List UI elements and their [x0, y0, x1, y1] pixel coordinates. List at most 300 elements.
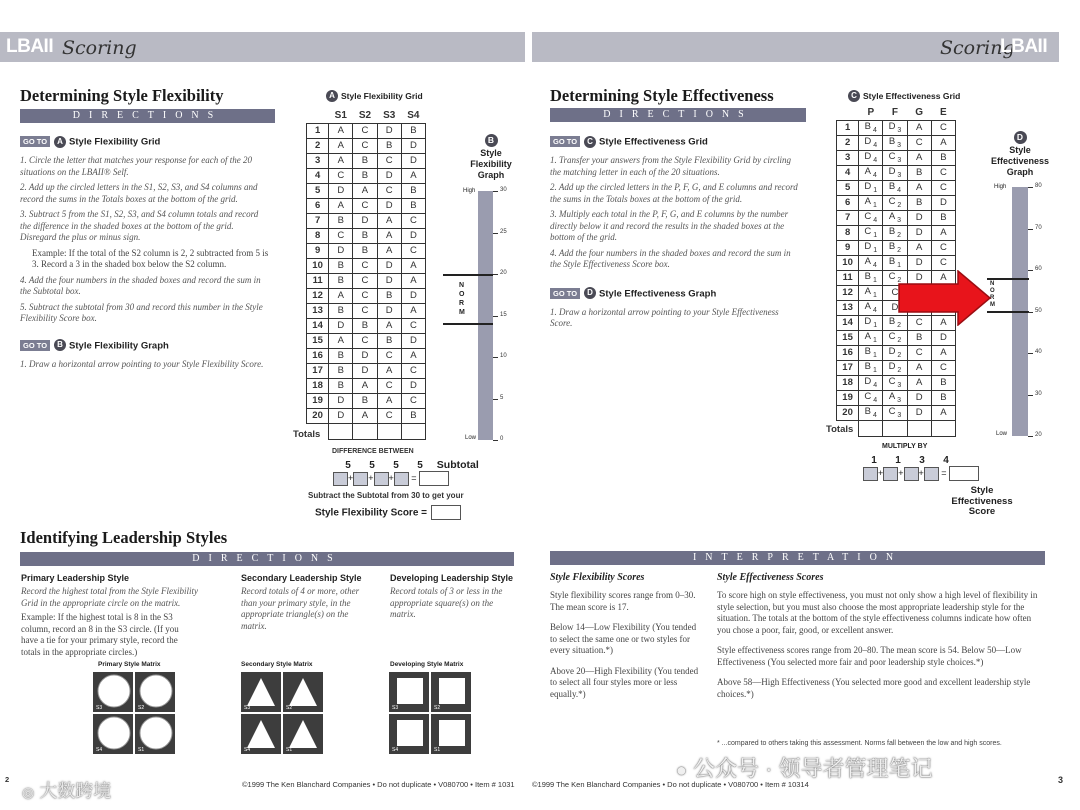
grid-cell[interactable]: A: [353, 378, 377, 393]
row-number: 7: [837, 210, 859, 225]
grid-cell[interactable]: C: [353, 123, 377, 138]
mult-box[interactable]: [883, 467, 898, 481]
table-row: [837, 375, 956, 390]
grid-cell[interactable]: B $_4$: [883, 180, 907, 195]
grid-cell[interactable]: A: [401, 348, 425, 363]
mult-box[interactable]: [924, 467, 939, 481]
grid-cell[interactable]: B: [401, 198, 425, 213]
grid-cell[interactable]: A $_3$: [883, 390, 907, 405]
grid-cell[interactable]: D: [401, 138, 425, 153]
grid-cell[interactable]: B $_3$: [883, 135, 907, 150]
tick-mark: [493, 316, 498, 317]
row-number: 13: [837, 300, 859, 315]
developing-matrix-cell[interactable]: [431, 672, 471, 712]
grid-cell[interactable]: C: [377, 348, 401, 363]
tick-mark: [1028, 353, 1033, 354]
secondary-matrix-cell[interactable]: [241, 672, 281, 712]
flex-item-3: 3. Subtract 5 from the S1, S2, S3, and S4 column totals and record the difference in the shaded boxes at the bottom of the grid. Disregard the plus or minus sign.: [20, 209, 259, 242]
grid-cell[interactable]: C: [353, 198, 377, 213]
secondary-head: Secondary Leadership Style: [241, 573, 362, 583]
table-row: [307, 363, 426, 378]
matrix-cell-label: S1: [138, 747, 145, 753]
grid-cell[interactable]: A: [907, 180, 931, 195]
interp-eff-p2: Style effectiveness scores range from 20–80. The mean score is 54. Below 50—Low Effectiveness (You selected more fair and poor leadership style choices.*): [717, 645, 1022, 667]
grid-cell[interactable]: B: [329, 363, 353, 378]
grid-cell[interactable]: A $_1$: [859, 285, 883, 300]
grid-cell[interactable]: C: [401, 393, 425, 408]
grid-cell[interactable]: D $_4$: [859, 150, 883, 165]
grid-cell[interactable]: B: [353, 228, 377, 243]
grid-cell[interactable]: D: [883, 300, 907, 315]
grid-cell[interactable]: B: [329, 258, 353, 273]
grid-cell[interactable]: D: [907, 210, 931, 225]
grid-cell[interactable]: D: [329, 318, 353, 333]
grid-cell[interactable]: B $_2$: [883, 240, 907, 255]
tick-mark: [1028, 187, 1033, 188]
grid-cell[interactable]: A: [329, 138, 353, 153]
subtotal-label: Subtotal: [436, 459, 479, 471]
grid-cell[interactable]: A: [353, 408, 377, 423]
grid-cell[interactable]: A: [907, 120, 931, 135]
grid-cell[interactable]: D: [377, 303, 401, 318]
grid-cell[interactable]: C: [931, 240, 955, 255]
grid-cell[interactable]: A $_1$: [859, 330, 883, 345]
tick-mark: [1028, 229, 1033, 230]
table-row: [307, 408, 426, 423]
grid-cell[interactable]: A: [377, 393, 401, 408]
grid-cell[interactable]: B $_1$: [859, 345, 883, 360]
row-number: 2: [837, 135, 859, 150]
grid-cell[interactable]: B: [377, 138, 401, 153]
grid-cell[interactable]: B: [401, 408, 425, 423]
grid-cell[interactable]: A: [931, 405, 955, 420]
grid-cell[interactable]: D: [353, 213, 377, 228]
grid-cell[interactable]: D $_4$: [859, 375, 883, 390]
eff-grid-label: C Style Effectiveness Grid: [848, 87, 960, 105]
difference-label: DIFFERENCE BETWEEN: [332, 448, 414, 455]
diff-box[interactable]: [333, 472, 348, 486]
matrix-cell-label: S2: [434, 705, 441, 711]
primary-matrix-cell[interactable]: [135, 714, 175, 754]
developing-text: Record totals of 3 or less in the appropriate square(s) on the matrix.: [390, 586, 503, 619]
grid-cell[interactable]: D: [377, 273, 401, 288]
grid-cell[interactable]: B: [377, 288, 401, 303]
grid-cell[interactable]: C: [883, 285, 907, 300]
grid-cell[interactable]: B: [353, 153, 377, 168]
table-row: [837, 180, 956, 195]
flex-b-item-1: 1. Draw a horizontal arrow pointing to your Style Flexibility Score.: [20, 358, 264, 369]
flex-totals-label: Totals: [293, 429, 321, 440]
total-box[interactable]: [329, 423, 353, 439]
grid-cell[interactable]: A: [401, 303, 425, 318]
row-number: 12: [837, 285, 859, 300]
goto-badge: GO TO: [20, 340, 50, 351]
flex-item-1: 1. Circle the letter that matches your response for each of the 20 situations on the LBAII® Self.: [20, 155, 253, 177]
tick-label: 5: [500, 394, 504, 401]
grid-cell[interactable]: A: [401, 168, 425, 183]
grid-cell[interactable]: D: [907, 270, 931, 285]
developing-matrix-label: Developing Style Matrix: [390, 661, 464, 668]
secondary-matrix-cell[interactable]: [283, 672, 323, 712]
grid-cell[interactable]: A: [401, 273, 425, 288]
grid-cell[interactable]: D: [329, 393, 353, 408]
grid-cell[interactable]: D $_3$: [883, 165, 907, 180]
grid-cell[interactable]: A: [907, 150, 931, 165]
grid-cell[interactable]: A: [931, 225, 955, 240]
grid-cell[interactable]: C $_3$: [883, 375, 907, 390]
grid-cell[interactable]: A: [907, 360, 931, 375]
grid-cell[interactable]: A: [353, 183, 377, 198]
grid-cell[interactable]: C: [353, 303, 377, 318]
right-brand-script: Scoring: [940, 37, 1015, 59]
tick-mark: [493, 233, 498, 234]
grid-cell[interactable]: A: [377, 213, 401, 228]
primary-matrix-cell[interactable]: [93, 672, 133, 712]
grid-cell[interactable]: C: [907, 135, 931, 150]
grid-cell[interactable]: B: [329, 348, 353, 363]
grid-cell[interactable]: A $_4$: [859, 300, 883, 315]
grid-cell[interactable]: B: [353, 318, 377, 333]
grid-cell[interactable]: C $_1$: [859, 225, 883, 240]
grid-cell[interactable]: C: [353, 273, 377, 288]
grid-cell[interactable]: A: [329, 153, 353, 168]
grid-cell[interactable]: C: [377, 153, 401, 168]
primary-matrix-cell[interactable]: [93, 714, 133, 754]
mult-box[interactable]: [863, 467, 878, 481]
row-number: 7: [307, 213, 329, 228]
table-row: [307, 378, 426, 393]
grid-cell[interactable]: C: [401, 243, 425, 258]
table-row: [837, 195, 956, 210]
table-row: [837, 225, 956, 240]
row-number: 14: [307, 318, 329, 333]
matrix-cell-label: S4: [96, 747, 103, 753]
grid-cell[interactable]: B $_1$: [859, 360, 883, 375]
grid-cell[interactable]: C: [377, 408, 401, 423]
grid-cell[interactable]: B: [907, 165, 931, 180]
grid-cell[interactable]: A: [931, 315, 955, 330]
grid-cell[interactable]: B: [377, 333, 401, 348]
grid-cell[interactable]: B: [907, 330, 931, 345]
row-number: 11: [837, 270, 859, 285]
grid-cell[interactable]: B: [353, 243, 377, 258]
grid-cell[interactable]: D: [931, 330, 955, 345]
grid-cell[interactable]: B: [329, 303, 353, 318]
tick-label: 10: [500, 353, 507, 359]
grid-cell[interactable]: D: [329, 183, 353, 198]
table-row: [307, 153, 426, 168]
tick-label: 25: [500, 228, 507, 235]
grid-cell[interactable]: C: [401, 363, 425, 378]
grid-cell[interactable]: C: [931, 360, 955, 375]
grid-cell[interactable]: D: [907, 225, 931, 240]
grid-cell[interactable]: D: [353, 348, 377, 363]
grid-cell[interactable]: B: [931, 150, 955, 165]
eff-norm-top: [987, 278, 1029, 280]
tick-mark: [1028, 436, 1033, 437]
grid-cell[interactable]: D $_1$: [859, 315, 883, 330]
grid-cell[interactable]: B: [401, 183, 425, 198]
row-number: 19: [837, 390, 859, 405]
row-number: 12: [307, 288, 329, 303]
subtotal-box[interactable]: [419, 471, 449, 486]
grid-cell[interactable]: C $_2$: [883, 195, 907, 210]
grid-cell[interactable]: A $_1$: [859, 195, 883, 210]
total-box[interactable]: [907, 420, 931, 436]
row-number: 8: [307, 228, 329, 243]
table-row: [307, 303, 426, 318]
grid-cell[interactable]: B $_4$: [859, 405, 883, 420]
grid-cell[interactable]: A: [377, 363, 401, 378]
tick-mark: [1028, 270, 1033, 271]
grid-cell[interactable]: C $_4$: [859, 390, 883, 405]
tick-mark: [493, 191, 498, 192]
row-number: 20: [837, 405, 859, 420]
developing-matrix-cell[interactable]: [389, 714, 429, 754]
row-number: 18: [837, 375, 859, 390]
grid-cell[interactable]: C: [931, 165, 955, 180]
grid-cell[interactable]: B: [931, 390, 955, 405]
table-row: [837, 240, 956, 255]
grid-cell[interactable]: D $_4$: [859, 135, 883, 150]
primary-matrix-cell[interactable]: [135, 672, 175, 712]
grid-cell[interactable]: D: [377, 198, 401, 213]
col-header: S2: [358, 109, 372, 121]
grid-cell[interactable]: D: [401, 153, 425, 168]
tick-mark: [493, 274, 498, 275]
table-row: [837, 345, 956, 360]
tick-label: 30: [500, 187, 507, 193]
eff-score-box[interactable]: [949, 466, 979, 481]
flex-graph-high: High: [463, 188, 476, 194]
grid-cell[interactable]: C: [377, 183, 401, 198]
grid-cell[interactable]: A: [329, 333, 353, 348]
flex-graph-low: Low: [465, 435, 477, 441]
row-number: 19: [307, 393, 329, 408]
grid-cell[interactable]: C: [907, 345, 931, 360]
tick-label: 70: [1035, 224, 1042, 231]
diff-box[interactable]: [394, 472, 409, 486]
grid-cell[interactable]: B: [931, 210, 955, 225]
grid-cell[interactable]: C $_4$: [859, 210, 883, 225]
flex-grid-table: [306, 108, 426, 440]
diff-boxes: + + + =: [333, 471, 449, 486]
circle-a-icon: A: [326, 90, 338, 102]
diff-numbers: 5 5 5 5 Subtotal: [345, 459, 479, 471]
eff-totals-label: Totals: [826, 424, 854, 435]
grid-cell[interactable]: C: [353, 258, 377, 273]
grid-cell[interactable]: D: [907, 405, 931, 420]
matrix-cell-label: S2: [286, 705, 293, 711]
grid-cell[interactable]: C: [931, 120, 955, 135]
eff-d-item-1: 1. Draw a horizontal arrow pointing to your Style Effectiveness Score.: [550, 306, 779, 328]
grid-cell[interactable]: C $_3$: [883, 150, 907, 165]
total-box[interactable]: [859, 420, 883, 436]
grid-cell[interactable]: A: [907, 375, 931, 390]
grid-cell[interactable]: D: [401, 378, 425, 393]
grid-cell[interactable]: C: [907, 315, 931, 330]
grid-cell[interactable]: B $_1$: [883, 255, 907, 270]
grid-cell[interactable]: C: [353, 288, 377, 303]
table-row: [837, 165, 956, 180]
eff-item-2: 2. Add up the circled letters in the P, F, G, and E columns and record the sums in the Totals boxes at the bottom of the grid.: [550, 182, 798, 204]
total-box[interactable]: [931, 420, 955, 436]
row-number: 14: [837, 315, 859, 330]
grid-cell[interactable]: A: [329, 288, 353, 303]
grid-cell[interactable]: A: [377, 228, 401, 243]
secondary-matrix-cell[interactable]: [241, 714, 281, 754]
row-number: 13: [307, 303, 329, 318]
grid-cell[interactable]: C: [931, 180, 955, 195]
grid-cell[interactable]: B: [353, 168, 377, 183]
grid-cell[interactable]: B: [907, 195, 931, 210]
circle-d-icon: D: [1014, 131, 1027, 144]
primary-matrix-label: Primary Style Matrix: [98, 661, 161, 668]
row-number: 1: [837, 120, 859, 135]
eff-score-label: Style Effectiveness Score: [951, 485, 1013, 517]
col-header: S4: [407, 109, 420, 121]
grid-cell[interactable]: A: [377, 318, 401, 333]
table-row: [307, 228, 426, 243]
grid-cell[interactable]: A $_3$: [883, 210, 907, 225]
grid-cell[interactable]: D $_3$: [883, 120, 907, 135]
grid-cell[interactable]: D $_2$: [883, 360, 907, 375]
row-number: 3: [837, 150, 859, 165]
flex-item-5: 5. Subtract the subtotal from 30 and record this number in the Style Flexibility Score box.: [20, 301, 263, 323]
grid-cell[interactable]: B $_2$: [883, 315, 907, 330]
grid-cell[interactable]: D $_1$: [859, 180, 883, 195]
grid-cell[interactable]: A $_4$: [859, 165, 883, 180]
circle-a-icon: A: [54, 136, 66, 148]
grid-cell[interactable]: C: [329, 228, 353, 243]
developing-matrix-cell[interactable]: [389, 672, 429, 712]
table-row: [837, 120, 956, 135]
secondary-matrix-cell[interactable]: [283, 714, 323, 754]
grid-cell[interactable]: B: [329, 213, 353, 228]
tick-label: 50: [1035, 307, 1042, 314]
grid-cell[interactable]: B: [329, 273, 353, 288]
eff-item-4: 4. Add the four numbers in the shaded boxes and record the sum in the Style Effectiveness Score box.: [550, 247, 791, 269]
row-number: 4: [837, 165, 859, 180]
grid-cell[interactable]: A: [931, 270, 955, 285]
grid-cell[interactable]: C: [353, 333, 377, 348]
table-row: [837, 405, 956, 420]
grid-cell[interactable]: D: [377, 123, 401, 138]
grid-cell[interactable]: B $_2$: [883, 225, 907, 240]
table-row: [837, 150, 956, 165]
diff-box[interactable]: [353, 472, 368, 486]
grid-cell[interactable]: C: [931, 255, 955, 270]
diff-box[interactable]: [374, 472, 389, 486]
circle-c-icon: C: [584, 136, 596, 148]
goto-badge: GO TO: [550, 136, 580, 147]
left-page-number: 2: [5, 775, 10, 784]
right-brand: LBAII: [1000, 36, 1048, 57]
mult-box[interactable]: [904, 467, 919, 481]
grid-cell[interactable]: D: [353, 363, 377, 378]
grid-cell[interactable]: D: [377, 168, 401, 183]
grid-cell[interactable]: C: [353, 138, 377, 153]
grid-cell[interactable]: B $_4$: [859, 120, 883, 135]
eff-graph-title: D Style Effectiveness Graph: [990, 132, 1050, 177]
grid-cell[interactable]: D $_2$: [883, 345, 907, 360]
grid-cell[interactable]: D: [907, 390, 931, 405]
grid-cell[interactable]: B: [329, 378, 353, 393]
table-row: [307, 168, 426, 183]
grid-cell[interactable]: B $_1$: [859, 270, 883, 285]
grid-cell[interactable]: A $_4$: [859, 255, 883, 270]
table-row: [307, 348, 426, 363]
grid-cell[interactable]: D: [401, 333, 425, 348]
grid-cell[interactable]: B: [401, 123, 425, 138]
flex-score-box[interactable]: [431, 505, 461, 520]
grid-cell[interactable]: A: [931, 345, 955, 360]
grid-cell[interactable]: A: [401, 258, 425, 273]
grid-cell[interactable]: D: [907, 255, 931, 270]
tick-label: 60: [1035, 266, 1042, 272]
grid-cell[interactable]: A: [329, 198, 353, 213]
grid-cell[interactable]: D $_1$: [859, 240, 883, 255]
interp-flex-p2: Below 14—Low Flexibility (You tended to select the same one or two styles for every situation.*): [550, 622, 697, 655]
left-brand-script: Scoring: [62, 37, 137, 59]
total-box[interactable]: [401, 423, 425, 439]
total-box[interactable]: [353, 423, 377, 439]
row-number: 15: [837, 330, 859, 345]
grid-cell[interactable]: D: [401, 288, 425, 303]
interp-eff-col: [717, 572, 1045, 700]
total-box[interactable]: [883, 420, 907, 436]
grid-cell[interactable]: C $_2$: [883, 270, 907, 285]
grid-cell[interactable]: B: [353, 393, 377, 408]
grid-cell[interactable]: C: [401, 318, 425, 333]
grid-cell[interactable]: C: [401, 213, 425, 228]
subtract-text: Subtract the Subtotal from 30 to get your: [308, 491, 464, 500]
tick-mark: [493, 399, 498, 400]
tick-mark: [1028, 312, 1033, 313]
grid-cell[interactable]: A: [907, 240, 931, 255]
total-box[interactable]: [377, 423, 401, 439]
grid-cell[interactable]: C: [329, 168, 353, 183]
row-number: 10: [307, 258, 329, 273]
grid-cell[interactable]: A: [377, 243, 401, 258]
col-header: P: [867, 106, 875, 118]
secondary-matrix-label: Secondary Style Matrix: [241, 661, 313, 668]
interp-footnote: * ...compared to others taking this assessment. Norms fall between the low and high scores.: [717, 740, 1002, 747]
left-footer-text: ©1999 The Ken Blanchard Companies • Do not duplicate • V080700 • Item # 1031: [242, 780, 515, 789]
eff-item-3: 3. Multiply each total in the P, F, G, and E columns by the number directly below it and record the results in the shaded boxes at the bottom of the grid.: [550, 209, 789, 242]
grid-cell[interactable]: B: [931, 375, 955, 390]
table-row: [307, 258, 426, 273]
grid-cell[interactable]: D: [329, 243, 353, 258]
tick-mark: [1028, 395, 1033, 396]
row-number: 5: [307, 183, 329, 198]
grid-cell[interactable]: D: [401, 228, 425, 243]
flex-item-4: 4. Add the four numbers in the shaded boxes and record the sum in the Subtotal box.: [20, 274, 261, 296]
grid-cell[interactable]: C $_3$: [883, 405, 907, 420]
developing-matrix-cell[interactable]: [431, 714, 471, 754]
grid-cell[interactable]: D: [377, 258, 401, 273]
totals-row: [837, 420, 956, 436]
grid-cell[interactable]: A: [931, 135, 955, 150]
grid-cell[interactable]: D: [329, 408, 353, 423]
grid-cell[interactable]: A: [329, 123, 353, 138]
grid-cell[interactable]: C: [377, 378, 401, 393]
table-row: [837, 360, 956, 375]
flex-graph-title: B Style Flexibility Graph: [470, 135, 512, 180]
grid-cell[interactable]: D: [931, 195, 955, 210]
grid-cell[interactable]: C $_2$: [883, 330, 907, 345]
matrix-cell-label: S4: [244, 747, 251, 753]
